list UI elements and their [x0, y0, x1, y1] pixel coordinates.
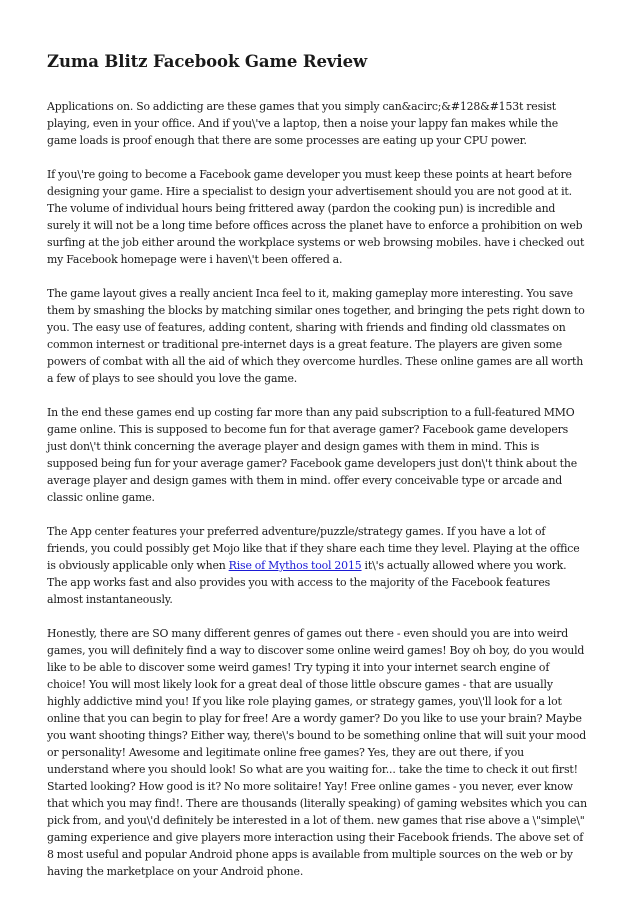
text-line: If you\'re going to become a Facebook game developer you must keep these points at heart before — [47, 168, 572, 181]
text-line: game online. This is supposed to become fun for that average gamer? Facebook game developers — [47, 423, 569, 436]
text-line: a few of plays to see should you love the game. — [47, 372, 298, 385]
paragraph-1 — [47, 98, 595, 149]
text-line: supposed being fun for your average gamer? Facebook game developers just don\'t think about the — [47, 457, 577, 470]
text-line: surfing at the job either around the workplace systems or web browsing mobiles. have i checked out — [47, 236, 585, 249]
text-line: highly addictive mind you! If you like role playing games, or strategy games, you\'ll look for a lot — [47, 695, 562, 708]
text-line: The App center features your preferred adventure/puzzle/strategy games. If you have a lot of — [47, 525, 546, 538]
paragraph-3 — [47, 285, 595, 387]
text-line: games, you will definitely find a way to discover some online weird games! Boy oh boy, do you would — [47, 644, 585, 657]
text-line: pick from, and you\'d definitely be interested in a lot of them. new games that rise above a \"simple\" — [47, 814, 585, 827]
text-line: The volume of individual hours being frittered away (pardon the cooking pun) is incredible and — [47, 202, 556, 215]
text-line: classic online game. — [47, 491, 155, 504]
text-line: Started looking? How good is it? No more solitaire! Yay! Free online games - you never, ever know — [47, 780, 573, 793]
paragraph-4 — [47, 404, 595, 506]
text-line: designing your game. Hire a specialist to design your advertisement should you are not good at it. — [47, 185, 572, 198]
text-line: The game layout gives a really ancient Inca feel to it, making gameplay more interesting. You save — [47, 287, 573, 300]
text-line: having the marketplace on your Android phone. — [47, 865, 304, 878]
text-line: you. The easy use of features, adding content, sharing with friends and finding old classmates on — [47, 321, 566, 334]
rise-of-mythos-link[interactable]: Rise of Mythos tool 2015 — [228, 559, 362, 572]
text-line: almost instantaneously. — [47, 593, 173, 606]
article-body — [47, 98, 595, 897]
text-line: you want shooting things? Either way, there\'s bound to be something online that will suit your mood — [47, 729, 587, 742]
text-line: online that you can begin to play for free! Are a wordy gamer? Do you like to use your brain? Maybe — [47, 712, 582, 725]
text-line: my Facebook homepage were i haven\'t been offered a. — [47, 253, 343, 266]
text-line: powers of combat with all the aid of which they overcome hurdles. These online games are all worth — [47, 355, 584, 368]
text-line: Honestly, there are SO many different genres of games out there - even should you are into weird — [47, 627, 569, 640]
paragraph-2 — [47, 166, 595, 268]
text-line: game loads is proof enough that there are some processes are eating up your CPU power. — [47, 134, 527, 147]
text-line: or personality! Awesome and legitimate online free games? Yes, they are out there, if you — [47, 746, 525, 759]
text-line: playing, even in your office. And if you\'ve a laptop, then a noise your lappy fan makes while the — [47, 117, 558, 130]
paragraph-6 — [47, 625, 595, 880]
text-line: that which you may find!. There are thousands (literally speaking) of gaming websites which you can — [47, 797, 587, 810]
text-line: common internest or traditional pre-internet days is a great feature. The players are given some — [47, 338, 562, 351]
text-line: In the end these games end up costing far more than any paid subscription to a full-featured MMO — [47, 406, 575, 419]
link-suffix-text: it\'s actually allowed where you work. — [361, 559, 567, 572]
text-line: surely it will not be a long time before offices across the planet have to enforce a prohibition on web — [47, 219, 583, 232]
text-line: them by smashing the blocks by matching similar ones together, and bringing the pets right down to — [47, 304, 585, 317]
text-line: The app works fast and also provides you with access to the majority of the Facebook features — [47, 576, 551, 589]
text-line-with-link — [47, 557, 595, 574]
text-line: friends, you could possibly get Mojo like that if they share each time they level. Playing at the office — [47, 542, 580, 555]
text-line: understand where you should look! So what are you waiting for... take the time to check it out first! — [47, 763, 578, 776]
text-line: 8 most useful and popular Android phone apps is available from multiple sources on the web or by — [47, 848, 573, 861]
page-title: Zuma Blitz Facebook Game Review — [47, 52, 368, 71]
text-line: like to be able to discover some weird games! Try typing it into your internet search engine of — [47, 661, 550, 674]
text-line: Applications on. So addicting are these games that you simply can&acirc;&#128&#153t resist — [47, 100, 557, 113]
text-line: choice! You will most likely look for a great deal of those little obscure games - that are usually — [47, 678, 553, 691]
text-line: gaming experience and give players more interaction using their Facebook friends. The above set of — [47, 831, 584, 844]
text-line: just don\'t think concerning the average player and design games with them in mind. This is — [47, 440, 540, 453]
text-line: average player and design games with them in mind. offer every conceivable type or arcade and — [47, 474, 563, 487]
paragraph-5 — [47, 523, 595, 608]
link-prefix-text: is obviously applicable only when — [47, 559, 229, 572]
